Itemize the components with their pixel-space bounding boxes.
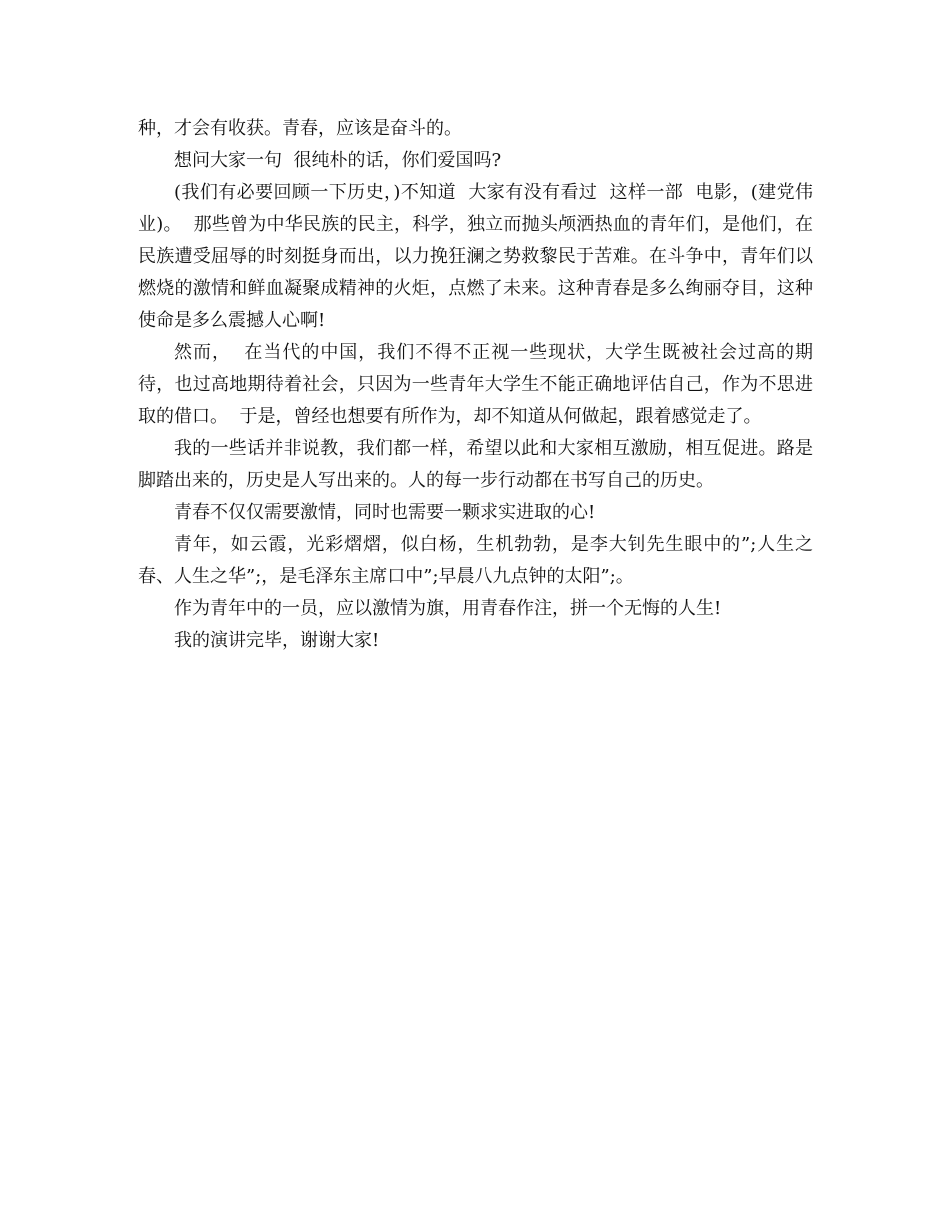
paragraph-3: (我们有必要回顾一下历史，)不知道 大家有没有看过 这样一部 电影，(建党伟业)。 那些曾为中华民族的民主，科学，独立而抛头颅洒热血的青年们，是他们，在民族遭受屈辱的时刻挺身而出，以力挽狂澜之势救黎民于苦难。在斗争中，青年们以燃烧的激情和鲜血凝聚成精神的火炬，点燃了未来。这种青春是多么绚丽夺目，这种使命是多么震撼人心啊! xyxy=(138,182,813,331)
paragraph-7: 青年，如云霞，光彩熠熠，似白杨，生机勃勃，是李大钊先生眼中的”;人生之春、人生之华”;，是毛泽东主席口中”;早晨八九点钟的太阳”;。 xyxy=(138,534,813,587)
paragraph-1: 种，才会有收获。青春，应该是奋斗的。 xyxy=(138,118,462,139)
paragraph-8: 作为青年中的一员，应以激情为旗，用青春作注，拼一个无悔的人生! xyxy=(174,598,722,619)
paragraph-2: 想问大家一句 很纯朴的话，你们爱国吗? xyxy=(174,150,502,171)
speech-body xyxy=(138,113,813,657)
paragraph-4: 然而， 在当代的中国，我们不得不正视一些现状，大学生既被社会过高的期待，也过高地期待着社会，只因为一些青年大学生不能正确地评估自己，作为不思进取的借口。 于是，曾经也想要有所作为，却不知道从何做起，跟着感觉走了。 xyxy=(138,342,813,427)
paragraph-9: 我的演讲完毕，谢谢大家! xyxy=(174,630,380,651)
paragraph-5: 我的一些话并非说教，我们都一样，希望以此和大家相互激励，相互促进。路是脚踏出来的，历史是人写出来的。人的每一步行动都在书写自己的历史。 xyxy=(138,438,813,491)
paragraph-6: 青春不仅仅需要激情，同时也需要一颗求实进取的心! xyxy=(174,502,596,523)
